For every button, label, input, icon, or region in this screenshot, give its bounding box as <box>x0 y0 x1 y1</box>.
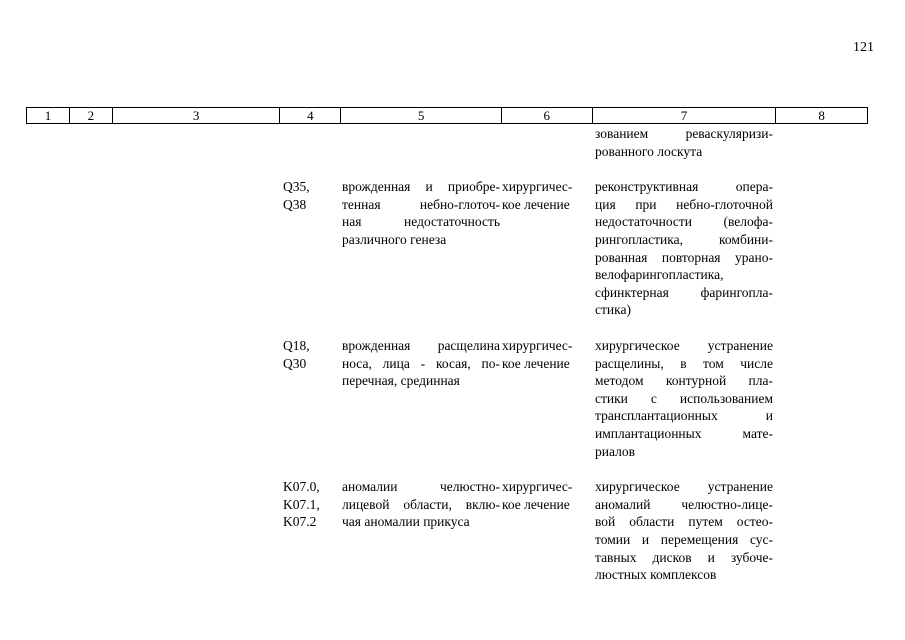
cell-line: Q18, <box>283 337 310 353</box>
cell-line: велофарингопластика, <box>595 267 724 283</box>
treatment-type-cell <box>502 478 588 513</box>
cell-line: стика) <box>595 302 631 318</box>
cell-line: хирургичес- <box>502 479 573 495</box>
icd-code-cell <box>283 178 333 213</box>
diagnosis-cell <box>342 178 500 248</box>
cell-line: аномалий челюстно-лице- <box>595 496 773 512</box>
cell-line: хирургическое устранение <box>595 479 773 495</box>
cell-line: тавных дисков и зубоче- <box>595 549 773 565</box>
cell-line: недостаточности (велофа- <box>595 214 773 230</box>
treatment-type-cell <box>502 178 588 213</box>
icd-code-cell <box>283 337 333 372</box>
cell-line: врожденная расщелина <box>342 337 500 353</box>
diagnosis-cell <box>342 337 500 390</box>
table-row <box>0 337 905 460</box>
header-cell-2: 2 <box>69 108 112 123</box>
cell-line: хирургичес- <box>502 179 573 195</box>
cell-line: K07.2 <box>283 514 317 530</box>
treatment-method-cell <box>595 478 773 584</box>
treatment-method-cell <box>595 178 773 319</box>
treatment-method-cell <box>595 125 773 160</box>
cell-line: хирургичес- <box>502 337 573 353</box>
cell-line: рованного лоскута <box>595 143 703 159</box>
header-cell-5: 5 <box>340 108 501 123</box>
cell-line: реконструктивная опера- <box>595 179 773 195</box>
cell-line: риалов <box>595 443 635 459</box>
page-number: 121 <box>853 40 874 55</box>
cell-line: носа, лица - косая, по- <box>342 355 500 371</box>
cell-line: сфинктерная фарингопла- <box>595 284 773 300</box>
cell-line: перечная, срединная <box>342 373 460 389</box>
cell-line: ная недостаточность <box>342 214 500 230</box>
cell-line: Q38 <box>283 196 307 212</box>
cell-line: K07.0, <box>283 479 320 495</box>
cell-line: аномалии челюстно- <box>342 479 500 495</box>
cell-line: зованием реваскуляризи- <box>595 126 773 141</box>
cell-line: вой области путем остео- <box>595 514 773 530</box>
cell-line: люстных комплексов <box>595 567 717 583</box>
table-row <box>0 178 905 319</box>
treatment-method-cell <box>595 337 773 460</box>
cell-line: кое лечение <box>502 355 570 371</box>
table-header-row <box>26 107 868 124</box>
cell-line: Q35, <box>283 179 310 195</box>
treatment-type-cell <box>502 337 588 372</box>
cell-line: стики с использованием <box>595 390 773 406</box>
cell-line: ция при небно-глоточной <box>595 196 773 212</box>
header-cell-4: 4 <box>279 108 340 123</box>
header-cell-8: 8 <box>775 108 867 123</box>
cell-line: рованная повторная урано- <box>595 249 773 265</box>
cell-line: расщелины, в том числе <box>595 355 773 371</box>
cell-line: Q30 <box>283 355 307 371</box>
cell-line: различного генеза <box>342 231 447 247</box>
cell-line: K07.1, <box>283 496 320 512</box>
cell-line: хирургическое устранение <box>595 337 773 353</box>
header-cell-7: 7 <box>592 108 776 123</box>
cell-line: томии и перемещения сус- <box>595 531 773 547</box>
table-body <box>0 125 905 584</box>
cell-line: чая аномалии прикуса <box>342 514 470 530</box>
header-cell-6: 6 <box>501 108 592 123</box>
header-cell-3: 3 <box>112 108 280 123</box>
cell-line: кое лечение <box>502 496 570 512</box>
cell-line: кое лечение <box>502 196 570 212</box>
cell-line: методом контурной пла- <box>595 373 773 389</box>
table-row <box>0 478 905 584</box>
icd-code-cell <box>283 478 333 531</box>
cell-line: трансплантационных и <box>595 408 773 424</box>
diagnosis-cell <box>342 478 500 531</box>
cell-line: имплантационных мате- <box>595 425 773 441</box>
header-cell-1: 1 <box>44 108 52 123</box>
table-row <box>0 125 905 160</box>
cell-line: рингопластика, комбини- <box>595 231 773 247</box>
cell-line: тенная небно-глоточ- <box>342 196 500 212</box>
cell-line: врожденная и приобре- <box>342 179 500 195</box>
cell-line: лицевой области, вклю- <box>342 496 500 512</box>
